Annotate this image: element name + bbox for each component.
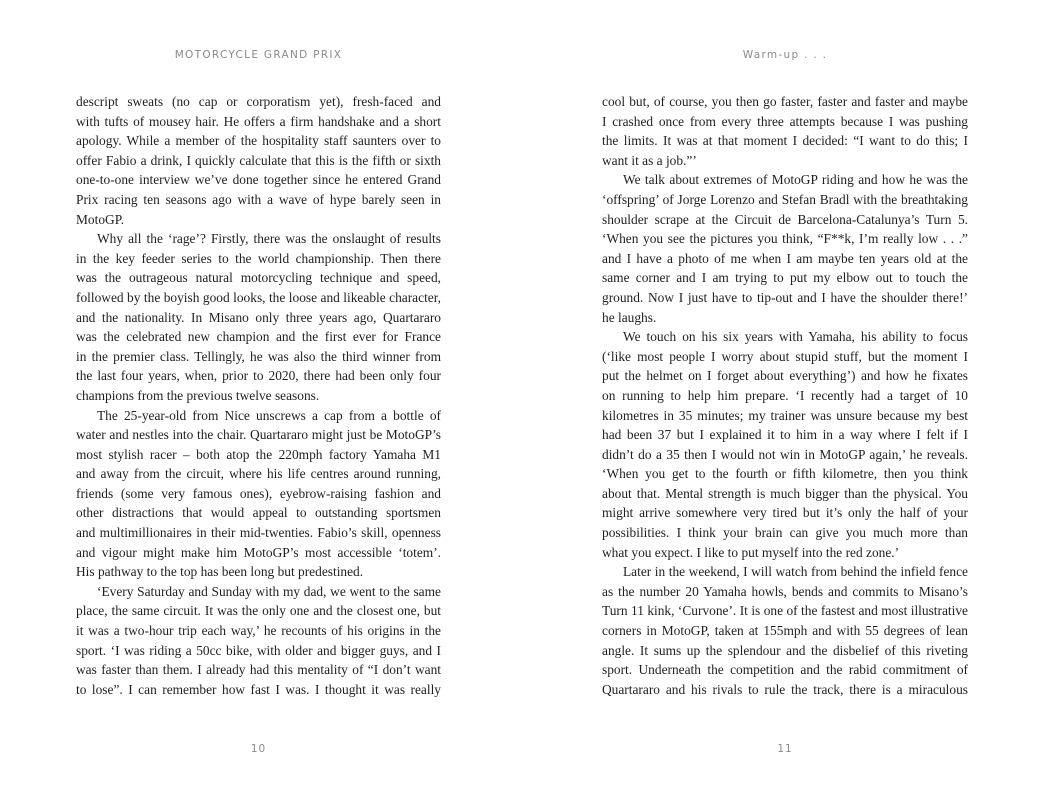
text-line: cool but, of course, you then go faster, faster and faster and maybe [602, 94, 968, 109]
text-line: MotoGP. [76, 211, 124, 227]
text-line: ‘When you see the pictures you think, “F**k, I’m really low . . .” [602, 231, 968, 247]
text-line: on running to help him prepare. ‘I recently had a target of 10 [602, 387, 968, 403]
text-line: as the number 20 Yamaha howls, bends and commits to Misano’s [602, 583, 968, 599]
text-line: had been 37 but I explained it to him in a way where I felt if I [602, 427, 968, 443]
left-running-head: MOTORCYCLE GRAND PRIX [174, 49, 343, 61]
text-line: sport. Underneath the competition and the rabid commitment of [602, 662, 968, 678]
text-line: and the nationality. In Misano only three years ago, Quartararo [76, 309, 441, 325]
text-line: We talk about extremes of MotoGP riding and how he was the [623, 172, 968, 188]
text-line: friends (some very famous ones), eyebrow-raising fashion and [76, 485, 441, 501]
text-line: Why all the ‘rage’? Firstly, there was the onslaught of results [97, 231, 441, 247]
text-line: the limits. It was at that moment I decided: “I want to do this; I [602, 133, 968, 149]
text-line: what you expect. I like to put myself into the red zone.’ [602, 544, 900, 560]
text-line: in the key feeder series to the world championship. Then there [76, 250, 441, 266]
left-page [76, 0, 441, 800]
text-line: We touch on his six years with Yamaha, his ability to focus [623, 329, 968, 345]
text-line: about that. Mental strength is much bigger than the physical. You [602, 485, 968, 501]
text-line: to lose”. I can remember how fast I was. I thought it was really [76, 681, 441, 697]
text-line: His pathway to the top has been long but predestined. [76, 564, 364, 580]
text-line: put the helmet on I forget about everything’) and how he fixates [602, 368, 968, 384]
text-line: kilometres in 35 minutes; my trainer was unsure because my best [602, 407, 968, 423]
text-line: ground. Now I just have to tip-out and I have the shoulder there!’ [602, 289, 968, 305]
right-body-text [602, 92, 968, 699]
text-line: descript sweats (no cap or corporatism yet), fresh-faced and [76, 94, 441, 109]
text-line: possibilities. I think your brain can give you much more than [602, 525, 968, 541]
text-line: it was a two-hour trip each way,’ he recounts of his origins in the [76, 623, 441, 639]
text-line: offer Fabio a drink, I quickly calculate that this is the fifth or sixth [76, 152, 441, 168]
text-line: corners in MotoGP, taken at 155mph and with 55 degrees of lean [602, 623, 968, 639]
text-line: Quartararo and his rivals to rule the track, there is a miraculous [602, 681, 968, 697]
text-line: Prix racing ten seasons ago with a wave of hype barely seen in [76, 191, 441, 207]
right-page [602, 0, 968, 800]
text-line: didn’t do a 35 then I would not win in MotoGP again,’ he reveals. [602, 446, 968, 462]
text-line: ‘offspring’ of Jorge Lorenzo and Stefan Bradl with the breathtaking [602, 191, 968, 207]
text-line: water and nestles into the chair. Quartararo might just be MotoGP’s [76, 427, 441, 443]
text-line: want it as a job.”’ [602, 152, 697, 168]
left-page-number: 10 [250, 743, 267, 755]
text-line: The 25-year-old from Nice unscrews a cap from a bottle of [97, 407, 441, 423]
text-line: other distractions that would appeal to outstanding sportsmen [76, 505, 441, 521]
text-line: shoulder scrape at the Circuit de Barcelona-Catalunya’s Turn 5. [602, 211, 968, 227]
text-line: place, the same circuit. It was the only one and the closest one, but [76, 603, 441, 619]
text-line: sport. ‘I was riding a 50cc bike, with older and bigger guys, and I [76, 642, 441, 658]
text-line: followed by the boyish good looks, the loose and likeable character, [76, 289, 441, 305]
text-line: Turn 11 kink, ‘Curvone’. It is one of the fastest and most illustrative [602, 603, 968, 619]
text-line: the last four years, when, prior to 2020, there had been only four [76, 368, 441, 384]
text-line: in the premier class. Tellingly, he was also the third winner from [76, 348, 441, 364]
text-line: ‘When you get to the fourth or fifth kilometre, then you think [602, 466, 968, 482]
text-line: and away from the circuit, where his life centres around running, [76, 466, 441, 482]
text-line: one-to-one interview we’ve done together since he entered Grand [76, 172, 441, 188]
text-line: same corner and I am trying to put my elbow out to touch the [602, 270, 968, 286]
text-line: and I have a photo of me when I am maybe ten years old at the [602, 250, 968, 266]
text-line: Later in the weekend, I will watch from behind the infield fence [623, 564, 968, 580]
text-line: and multimillionaires in their mid-twenties. Fabio’s skill, openness [76, 525, 441, 541]
text-line: apology. While a member of the hospitality staff saunters over to [76, 133, 441, 149]
text-line: was the celebrated new champion and the first ever for France [76, 329, 441, 345]
right-running-head: Warm-up . . . [742, 49, 828, 61]
text-line: most stylish racer – both atop the 220mph factory Yamaha M1 [76, 446, 441, 462]
text-line: I crashed once from every three attempts because I was pushing [602, 113, 968, 129]
text-line: (‘like most people I worry about stupid stuff, but the moment I [602, 348, 968, 364]
text-line: was faster than them. I already had this mentality of “I don’t want [76, 662, 441, 678]
text-line: angle. It sums up the splendour and the disbelief of this riveting [602, 642, 968, 658]
text-line: champions from the previous twelve seasons. [76, 387, 320, 403]
text-line: with tufts of mousey hair. He offers a firm handshake and a short [76, 113, 441, 129]
text-line: was the outrageous natural motorcycling technique and speed, [76, 270, 441, 286]
text-line: and vigour might make him MotoGP’s most accessible ‘totem’. [76, 544, 441, 560]
text-line: he laughs. [602, 309, 657, 325]
left-body-text [76, 92, 441, 699]
right-page-number: 11 [777, 743, 793, 755]
text-line: ‘Every Saturday and Sunday with my dad, we went to the same [97, 583, 441, 599]
text-line: might arrive somewhere very tired but it’s only the half of your [602, 505, 968, 521]
